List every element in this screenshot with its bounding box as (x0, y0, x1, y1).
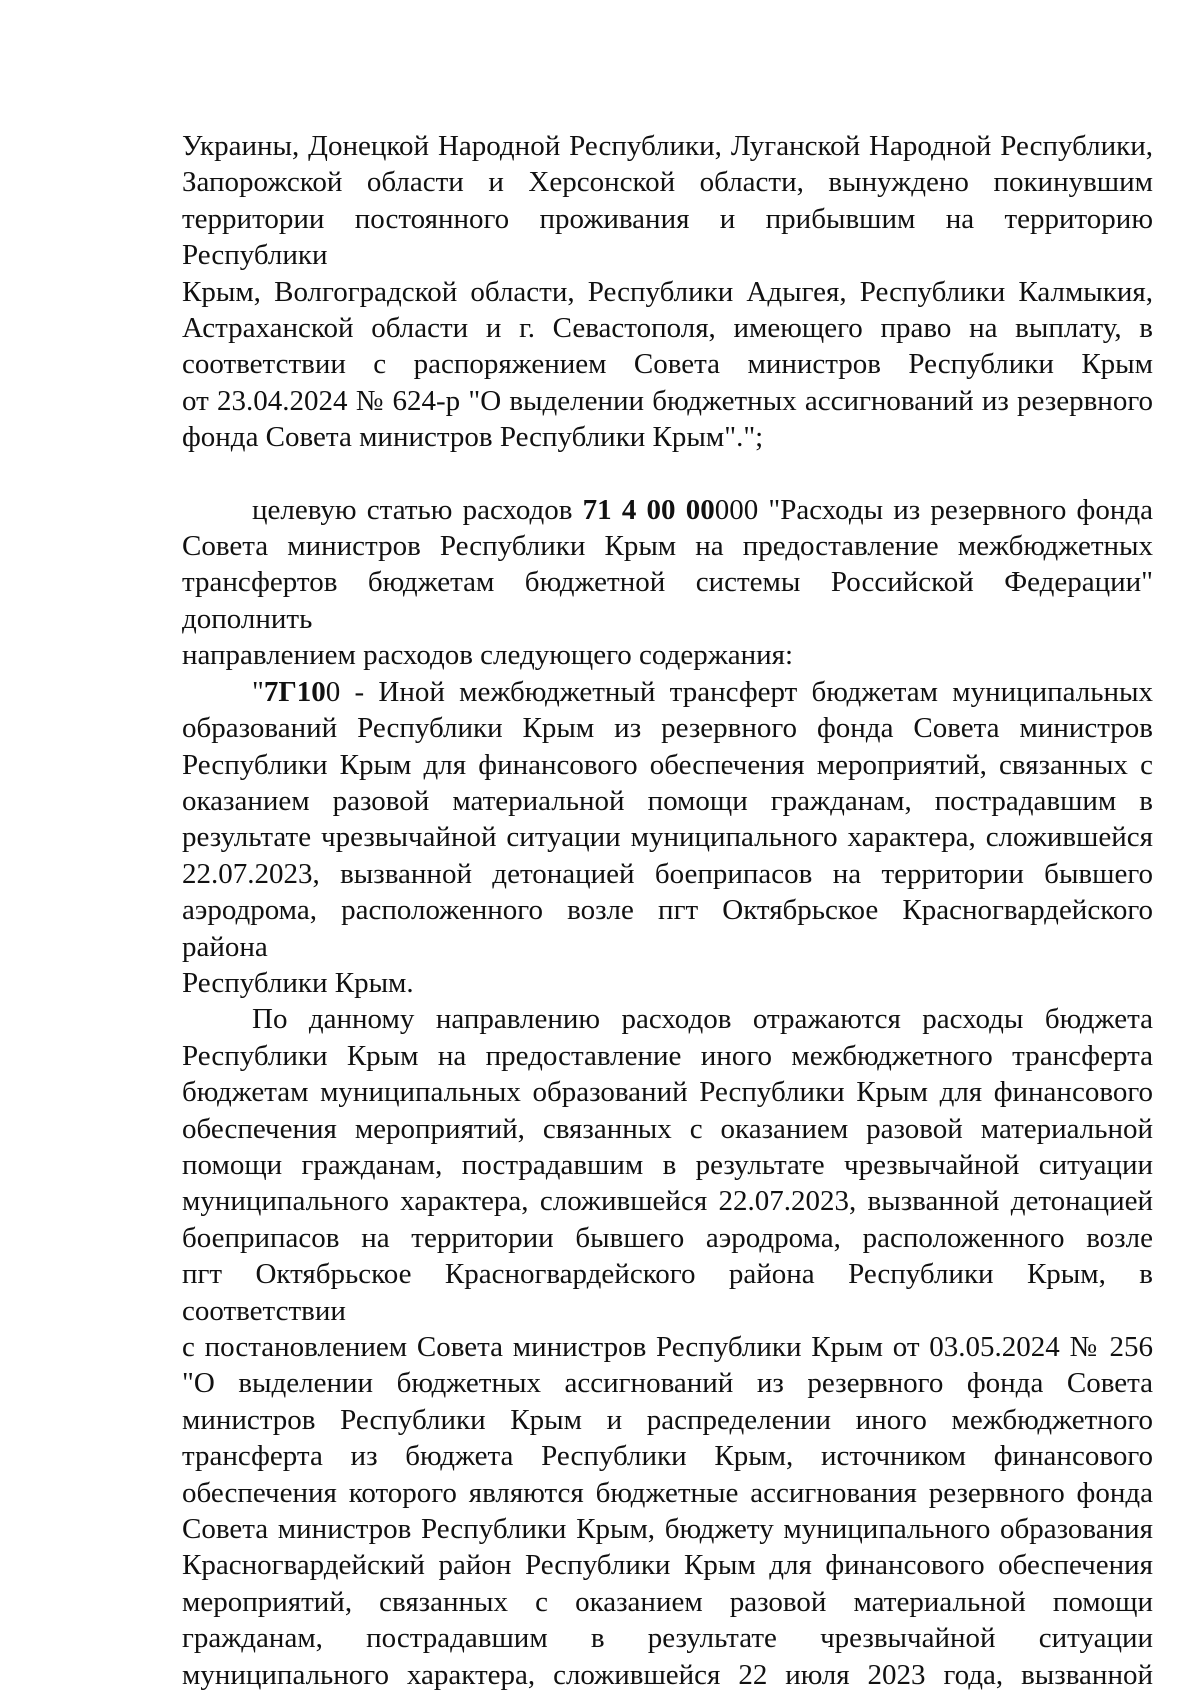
text-line: "О выделении бюджетных ассигнований из резервного фонда Совета (182, 1367, 1153, 1400)
text-line: Запорожской области и Херсонской области, вынуждено покинувшим (182, 166, 1153, 199)
text-line: образований Республики Крым из резервного фонда Совета министров (182, 712, 1153, 745)
text-line: аэродрома, расположенного возле пгт Октябрьское Красногвардейского района (182, 894, 1153, 963)
text-fragment: целевую статью расходов (252, 493, 583, 526)
text-line: Украины, Донецкой Народной Республики, Луганской Народной Республики, (182, 130, 1153, 162)
paragraph-gap (182, 456, 1153, 492)
text-line: территории постоянного проживания и прибывшим на территорию Республики (182, 202, 1153, 272)
expense-code-bold: 71 4 00 00 (582, 493, 715, 526)
text-fragment: 000 "Расходы из резервного фонда (714, 493, 1153, 526)
text-line: Астраханской области и г. Севастополя, имеющего право на выплату, в (182, 312, 1153, 345)
text-line: направлением расходов следующего содержания: (182, 639, 794, 672)
direction-code-bold: 7Г10 (263, 675, 326, 708)
text-line: Крым, Волгоградской области, Республики Адыгея, Республики Калмыкия, (182, 275, 1153, 308)
text-fragment: 0 - Иной межбюджетный трансферт бюджетам муниципальных (325, 675, 1153, 708)
text-line: обеспечения которого являются бюджетные ассигнования резервного фонда (182, 1476, 1153, 1509)
text-line: муниципального характера, сложившейся 22 июля 2023 года, вызванной (182, 1658, 1153, 1691)
text-line (182, 674, 1153, 710)
text-line: Республики Крым на предоставление иного межбюджетного трансферта (182, 1039, 1153, 1072)
text-line: оказанием разовой материальной помощи гражданам, пострадавшим в (182, 784, 1153, 817)
text-line: Республики Крым. (182, 966, 414, 999)
text-line (182, 492, 1153, 528)
text-line: Красногвардейский район Республики Крым для финансового обеспечения (182, 1549, 1153, 1582)
text-line: боеприпасов на территории бывшего аэродрома, расположенного возле (182, 1221, 1153, 1254)
paragraph-expense-direction-7g100 (182, 674, 1153, 1002)
text-fragment: " (252, 675, 264, 708)
text-line: помощи гражданам, пострадавшим в результате чрезвычайной ситуации (182, 1148, 1153, 1181)
text-line: от 23.04.2024 № 624-р "О выделении бюджетных ассигнований из резервного (182, 384, 1153, 417)
text-line: министров Республики Крым и распределении иного межбюджетного (182, 1403, 1153, 1436)
text-line: гражданам, пострадавшим в результате чрезвычайной ситуации (182, 1622, 1153, 1655)
text-line: бюджетам муниципальных образований Республики Крым для финансового (182, 1076, 1153, 1109)
text-line: фонда Совета министров Республики Крым"."; (182, 421, 764, 454)
text-line: результате чрезвычайной ситуации муниципального характера, сложившейся (182, 821, 1153, 854)
paragraph-expense-description (182, 1001, 1153, 1693)
text-line: Совета министров Республики Крым, бюджету муниципального образования (182, 1513, 1153, 1546)
paragraph-displaced-persons-payment (182, 128, 1153, 456)
text-line: обеспечения мероприятий, связанных с оказанием разовой материальной (182, 1112, 1153, 1145)
text-line: Республики Крым для финансового обеспечения мероприятий, связанных с (182, 748, 1153, 781)
document-page (182, 128, 1153, 1693)
text-line: соответствии с распоряжением Совета министров Республики Крым (182, 348, 1153, 381)
text-line: 22.07.2023, вызванной детонацией боеприпасов на территории бывшего (182, 857, 1153, 890)
text-line: трансфертов бюджетам бюджетной системы Российской Федерации" дополнить (182, 566, 1153, 635)
text-line: Совета министров Республики Крым на предоставление межбюджетных (182, 530, 1153, 563)
paragraph-target-expense-article (182, 492, 1153, 674)
text-line: муниципального характера, сложившейся 22.07.2023, вызванной детонацией (182, 1185, 1153, 1218)
text-line: По данному направлению расходов отражаются расходы бюджета (252, 1003, 1153, 1036)
text-line: трансферта из бюджета Республики Крым, источником финансового (182, 1440, 1153, 1473)
text-line: пгт Октябрьское Красногвардейского района Республики Крым, в соответствии (182, 1258, 1153, 1327)
text-line: мероприятий, связанных с оказанием разовой материальной помощи (182, 1585, 1153, 1618)
text-line: с постановлением Совета министров Республики Крым от 03.05.2024 № 256 (182, 1331, 1153, 1363)
